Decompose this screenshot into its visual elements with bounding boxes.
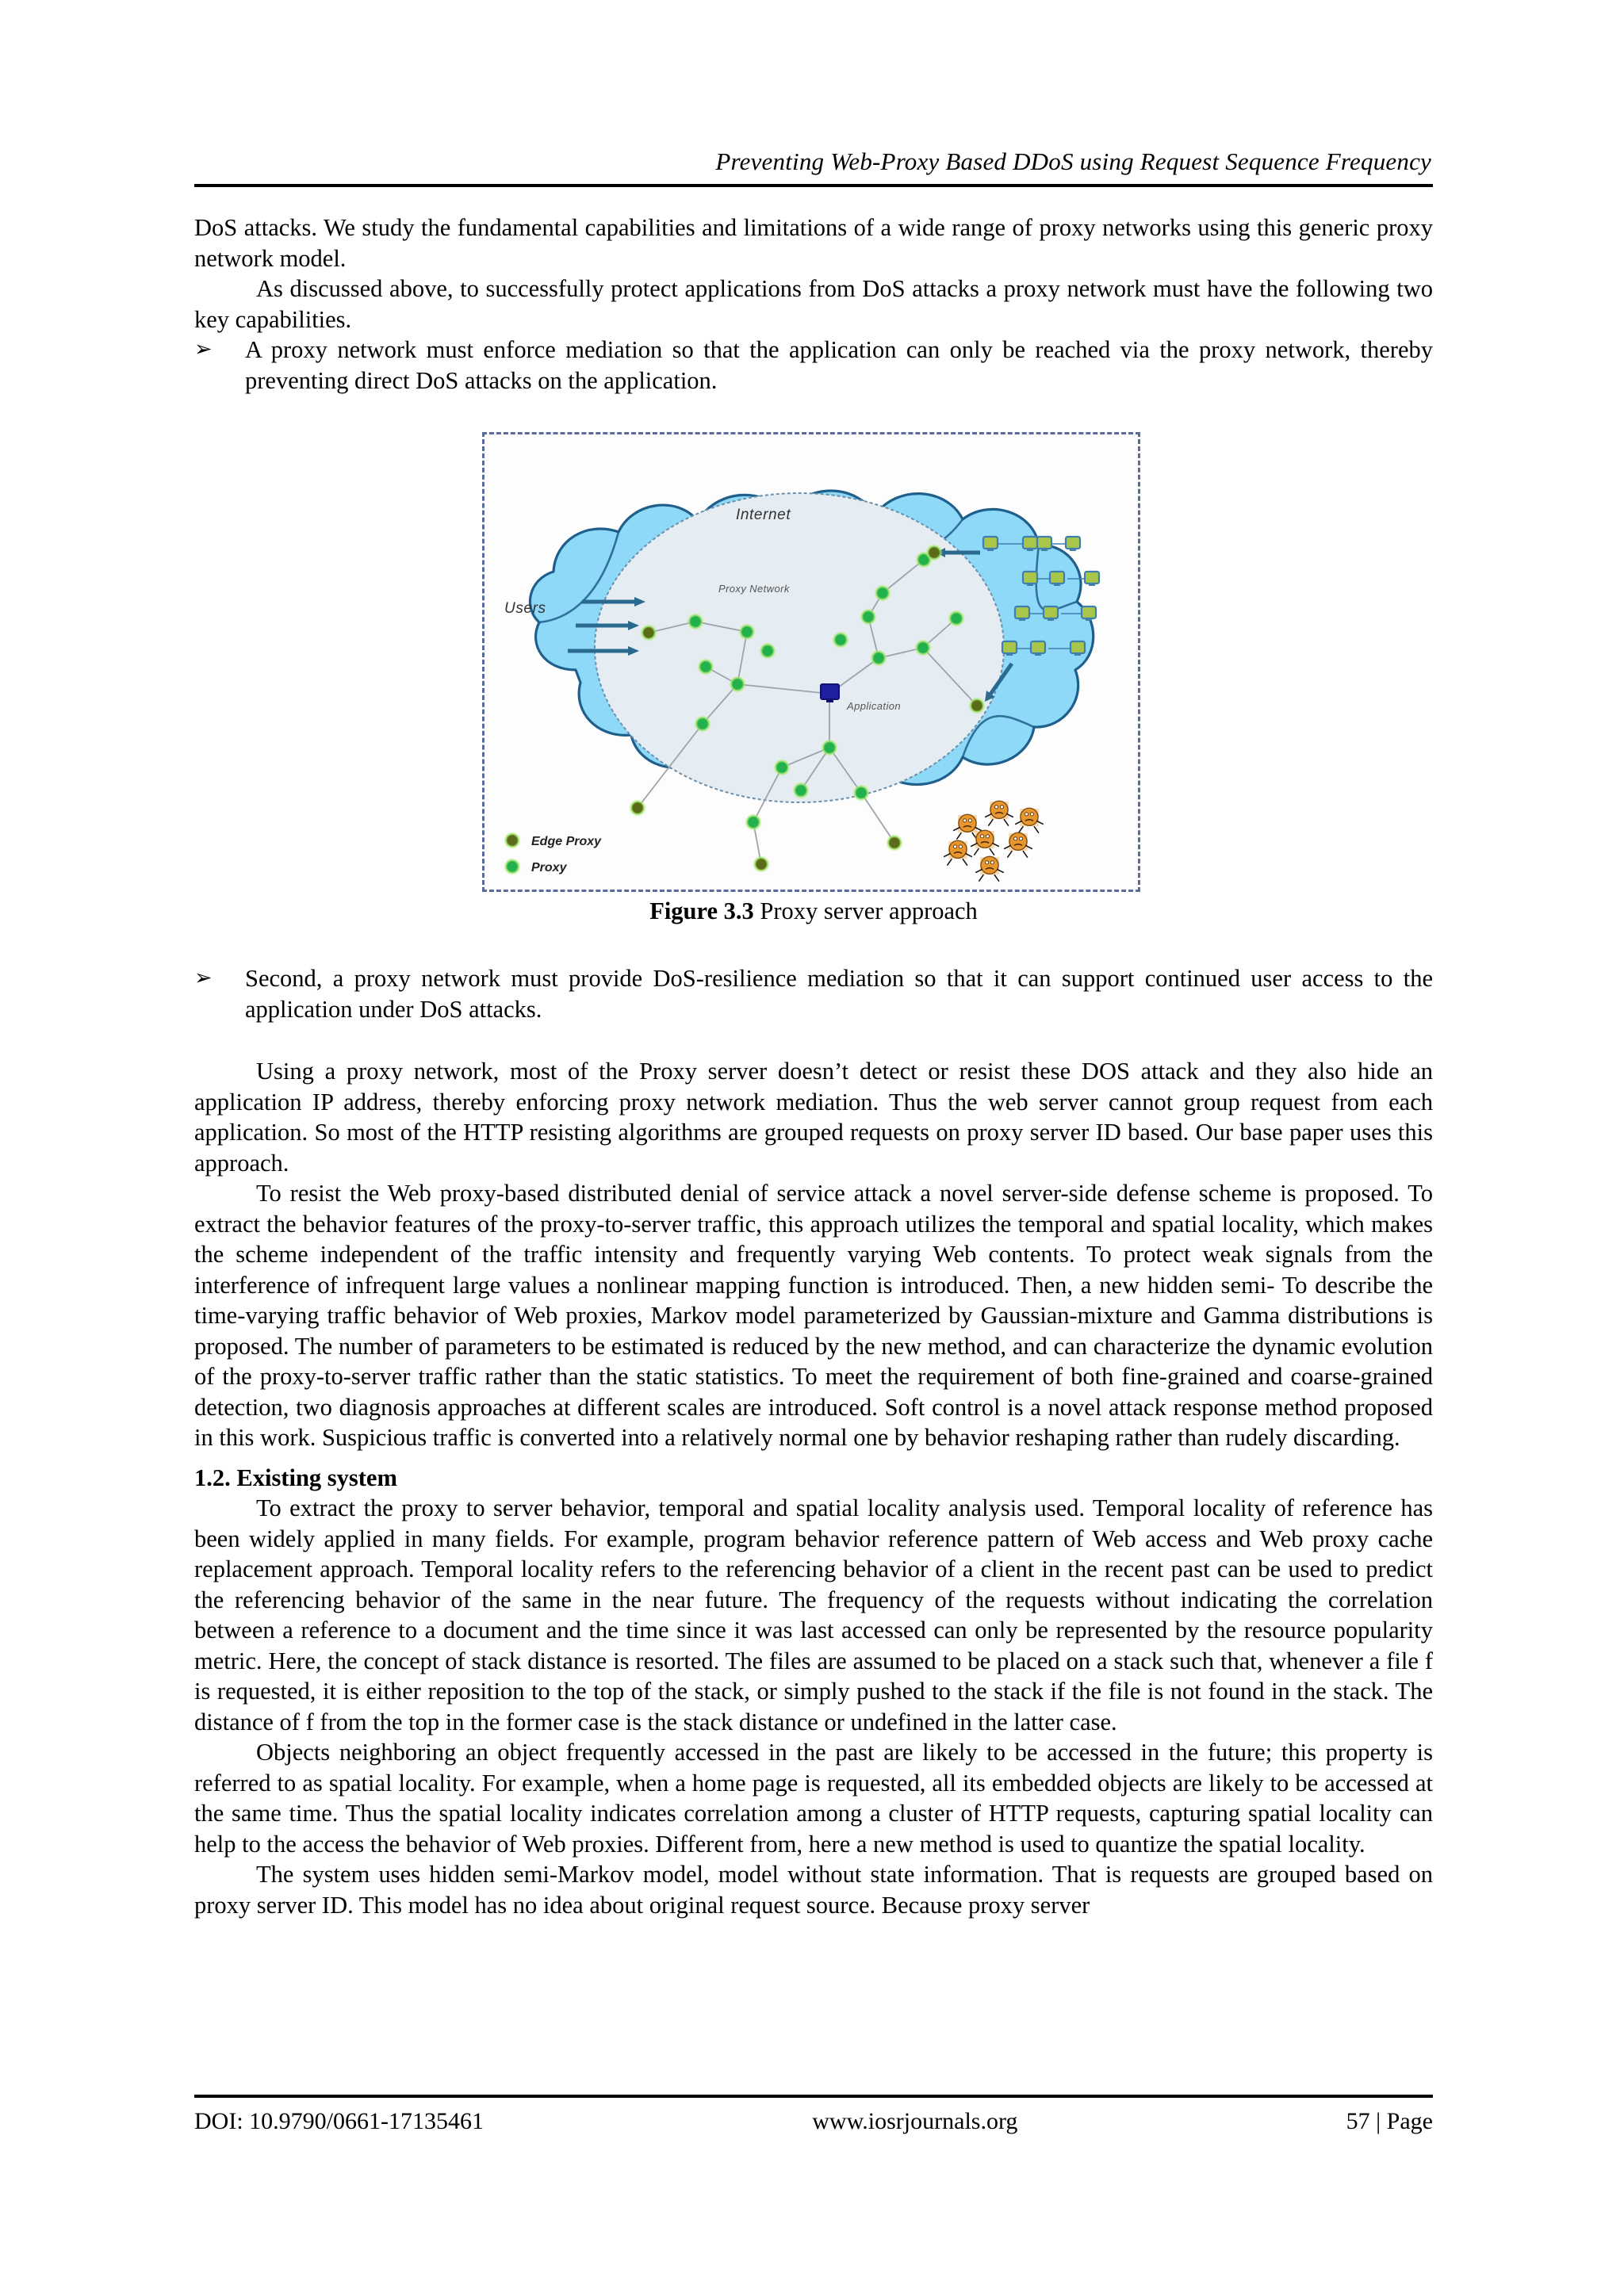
running-head-title: Preventing Web-Proxy Based DDoS using Request Sequence Frequency: [715, 147, 1431, 175]
bullet-arrow-icon-2: ➢: [194, 966, 213, 990]
legend-proxy-dot: [504, 858, 521, 875]
footer-doi: DOI: 10.9790/0661-17135461: [194, 2108, 484, 2134]
paragraph-7: The system uses hidden semi-Markov model, model without state information. That is requests are grouped based on proxy server ID. This model has no idea about original request source. Because proxy server: [194, 1861, 1433, 1919]
paragraph-6: Objects neighboring an object frequently accessed in the past are likely to be accessed in the future; this property is referred to as spatial locality. For example, when a home page is requested, all its embedded objects are likely to be accessed at the same time. Thus the spatial locality indicates correlation among a cluster of HTTP requests, capturing spatial locality can help to the access the behavior of Web proxies. Different from, here a new method is used to quantize the spatial locality.: [194, 1739, 1433, 1858]
text-column-bottom: [194, 963, 1433, 1920]
label-application: Application: [847, 700, 901, 712]
figure-caption: [194, 896, 1433, 926]
bullet-item-2-text: Second, a proxy network must provide DoS-resilience mediation so that it can support continued user access to the application under DoS attacks.: [245, 965, 1433, 1023]
paragraph-1: DoS attacks. We study the fundamental capabilities and limitations of a wide range of proxy networks using this generic proxy network model.: [194, 214, 1433, 272]
label-proxy-network: Proxy Network: [718, 583, 790, 595]
footer-page-number: 57 | Page: [1346, 2108, 1433, 2134]
figure-legend: [504, 832, 602, 875]
label-internet: Internet: [736, 507, 791, 523]
legend-edge-proxy-label: Edge Proxy: [531, 835, 602, 848]
paragraph-5: To extract the proxy to server behavior, temporal and spatial locality analysis used. Temporal locality of reference has been widely applied in many fields. For example, program behavior reference pattern of Web access and Web proxy cache replacement approach. Temporal locality refers to the referencing behavior of a client in the recent past can be used to predict the referencing behavior of the same in the near future. The frequency of the requests without indicating the correlation between a reference to a document and the time since it was last accessed can only be represented by the resource popularity metric. Here, the concept of stack distance is resorted. The files are assumed to be placed on a stack such that, whenever a file f is requested, it is either reposition to the top of the stack, or simply pushed to the stack if the file is not found in the stack. The distance of f from the top in the former case is the stack distance or undefined in the latter case.: [194, 1494, 1433, 1735]
legend-edge-proxy-dot: [504, 832, 521, 849]
header-rule: [194, 184, 1433, 187]
bullet-arrow-icon: ➢: [194, 337, 213, 362]
text-column-top: [194, 212, 1433, 396]
figure-3-3: [482, 432, 1140, 892]
bullet-item-2: [194, 963, 1433, 1024]
footer-rule: [194, 2095, 1433, 2098]
attacker-figures: [944, 801, 1044, 881]
label-users: Users: [504, 600, 546, 617]
paragraph-4: To resist the Web proxy-based distributed denial of service attack a novel server-side defense scheme is proposed. To extract the behavior features of the proxy-to-server traffic, this approach utilizes the temporal and spatial locality, which makes the scheme independent of the traffic intensity and frequently varying Web contents. To protect weak signals from the interference of infrequent large values a nonlinear mapping function is introduced. Then, a new hidden semi- To describe the time-varying traffic behavior of Web proxies, Markov model parameterized by Gaussian-mixture and Gamma distributions is proposed. The number of parameters to be estimated is reduced by the new method, and can characterize the dynamic evolution of the proxy-to-server traffic rather than the static statistics. To meet the requirement of both fine-grained and coarse-grained detection, two diagnosis approaches at different scales are introduced. Soft control is a novel attack response method proposed in this work. Suspicious traffic is converted into a relatively normal one by behavior reshaping rather than rudely discarding.: [194, 1180, 1433, 1451]
bullet-item-1-text: A proxy network must enforce mediation so that the application can only be reached via the proxy network, thereby preventing direct DoS attacks on the application.: [245, 336, 1433, 394]
application-node: [821, 684, 839, 702]
legend-proxy-label: Proxy: [531, 861, 567, 874]
page-footer: [194, 2106, 1433, 2137]
paragraph-2: As discussed above, to successfully protect applications from DoS attacks a proxy network must have the following two key capabilities.: [194, 275, 1433, 333]
proxy-network-ellipse: [595, 493, 1004, 802]
figure-caption-label: Figure 3.3: [649, 897, 754, 924]
footer-website[interactable]: www.iosrjournals.org: [812, 2108, 1018, 2134]
section-heading-existing-system: 1.2. Existing system: [194, 1464, 397, 1491]
figure-caption-text: Proxy server approach: [753, 897, 978, 924]
paragraph-3: Using a proxy network, most of the Proxy server doesn’t detect or resist these DOS attack and they also hide an application IP address, thereby enforcing proxy network mediation. Thus the web server cannot group request from each application. So most of the HTTP resisting algorithms are grouped requests on proxy server ID based. Our base paper uses this approach.: [194, 1058, 1433, 1177]
bullet-item-1: [194, 335, 1433, 396]
figure-diagram-svg: [482, 432, 1140, 892]
